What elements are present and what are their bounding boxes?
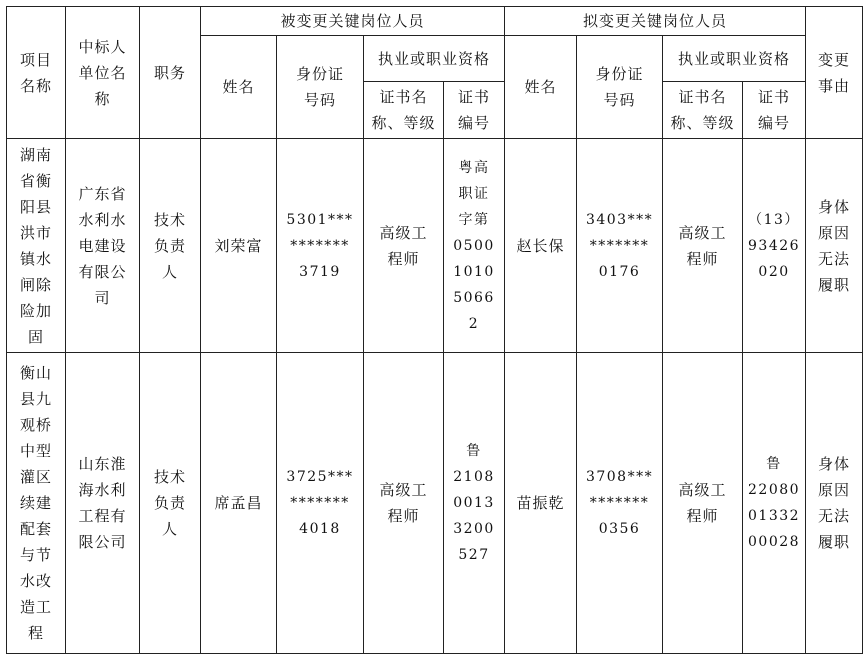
old-cert-level-cell: 高级工 程师 (364, 353, 444, 654)
header-new-cert-level: 证书名 称、等级 (663, 82, 743, 139)
header-old-cert-number: 证书 编号 (444, 82, 505, 139)
header-old-qualification: 执业或职业资格 (364, 36, 505, 82)
new-cert-number-cell: （13） 93426 020 (743, 139, 806, 353)
header-project-name: 项目 名称 (7, 7, 66, 139)
old-name-cell: 刘荣富 (201, 139, 277, 353)
bidder-unit-cell: 山东淮 海水利 工程有 限公司 (66, 353, 140, 654)
old-id-cell: 5301*** ******* 3719 (277, 139, 364, 353)
header-bidder-unit: 中标人 单位名 称 (66, 7, 140, 139)
new-cert-level-cell: 高级工 程师 (663, 353, 743, 654)
old-id-cell: 3725*** ******* 4018 (277, 353, 364, 654)
header-new-name: 姓名 (505, 36, 577, 139)
bidder-unit-cell: 广东省 水利水 电建设 有限公 司 (66, 139, 140, 353)
header-old-id: 身份证 号码 (277, 36, 364, 139)
header-new-cert-number: 证书 编号 (743, 82, 806, 139)
header-changed-personnel: 被变更关键岗位人员 (201, 7, 505, 36)
new-id-cell: 3708*** ******* 0356 (577, 353, 663, 654)
table-row (7, 139, 863, 353)
new-name-cell: 赵长保 (505, 139, 577, 353)
old-cert-number-cell: 鲁 2108 0013 3200 527 (444, 353, 505, 654)
header-old-cert-level: 证书名 称、等级 (364, 82, 444, 139)
header-position: 职务 (140, 7, 201, 139)
header-proposed-personnel: 拟变更关键岗位人员 (505, 7, 806, 36)
project-name-cell: 湖南 省衡 阳县 洪市 镇水 闸除 险加 固 (7, 139, 66, 353)
new-cert-level-cell: 高级工 程师 (663, 139, 743, 353)
header-new-qualification: 执业或职业资格 (663, 36, 806, 82)
personnel-change-table (6, 6, 863, 654)
header-old-name: 姓名 (201, 36, 277, 139)
old-cert-level-cell: 高级工 程师 (364, 139, 444, 353)
new-cert-number-cell: 鲁 22080 01332 00028 (743, 353, 806, 654)
header-new-id: 身份证 号码 (577, 36, 663, 139)
old-cert-number-cell: 粤高 职证 字第 0500 1010 5066 2 (444, 139, 505, 353)
position-cell: 技术 负责 人 (140, 353, 201, 654)
new-id-cell: 3403*** ******* 0176 (577, 139, 663, 353)
header-change-reason: 变更 事由 (806, 7, 863, 139)
change-reason-cell: 身体 原因 无法 履职 (806, 353, 863, 654)
table-row (7, 353, 863, 654)
project-name-cell: 衡山 县九 观桥 中型 灌区 续建 配套 与节 水改 造工 程 (7, 353, 66, 654)
header-row-1 (7, 7, 863, 36)
change-reason-cell: 身体 原因 无法 履职 (806, 139, 863, 353)
position-cell: 技术 负责 人 (140, 139, 201, 353)
new-name-cell: 苗振乾 (505, 353, 577, 654)
old-name-cell: 席孟昌 (201, 353, 277, 654)
